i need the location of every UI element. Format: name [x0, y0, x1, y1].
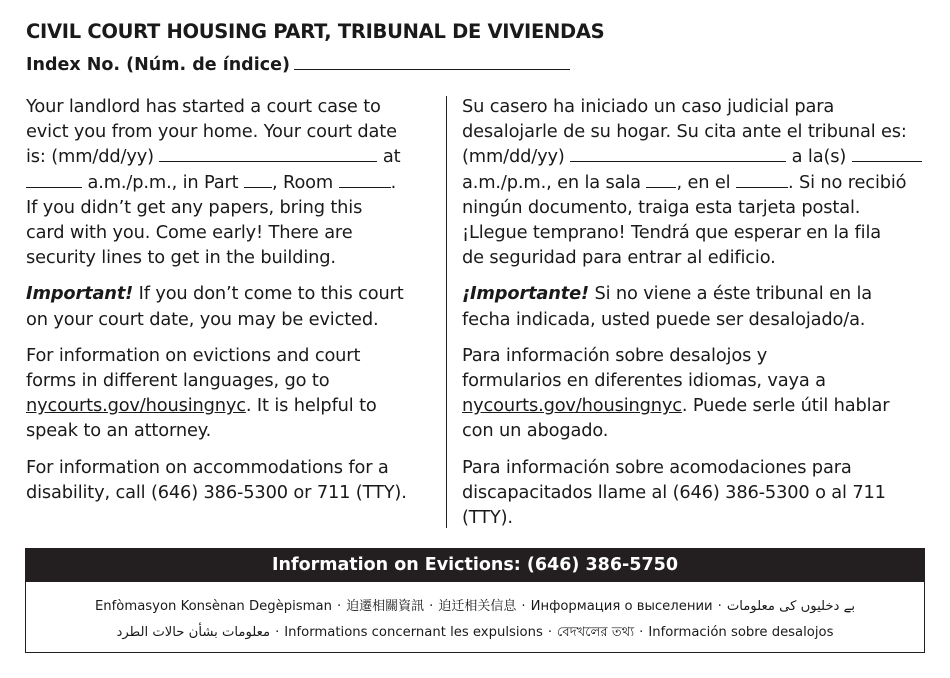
- text-line: evict you from your home. Your court date: [26, 121, 397, 143]
- text-line: For information on evictions and court: [26, 344, 361, 366]
- text-line: If you don’t come to this court: [133, 283, 404, 305]
- spanish-paragraph-court-date: [462, 94, 930, 270]
- text-line: If you didn’t get any papers, bring this: [26, 196, 363, 218]
- separator: ·: [275, 625, 280, 640]
- separator: ·: [639, 625, 644, 640]
- text-line: at: [382, 146, 401, 168]
- text-line: Para información sobre desalojos y: [462, 344, 768, 366]
- separator: ·: [429, 599, 434, 614]
- court-time-field[interactable]: [26, 171, 82, 188]
- text-line: .: [390, 171, 397, 193]
- text-line: security lines to get in the building.: [26, 247, 336, 269]
- spanish-paragraph-important: [462, 281, 930, 331]
- language-chinese-traditional: 迫遷相關資訊: [346, 599, 425, 614]
- language-spanish: Información sobre desalojos: [648, 625, 834, 640]
- important-label: ¡Importante!: [462, 283, 589, 305]
- cuarto-field[interactable]: [736, 171, 788, 188]
- spanish-paragraph-accommodations: [462, 455, 930, 531]
- separator: ·: [717, 599, 722, 614]
- text-line: , Room: [272, 171, 334, 193]
- text-line: Si no viene a éste tribunal en la: [589, 283, 873, 305]
- text-line: (TTY).: [462, 507, 513, 529]
- language-translations-box: [25, 582, 925, 653]
- separator: ·: [547, 625, 553, 640]
- language-line-2: [26, 622, 924, 644]
- fecha-field[interactable]: [570, 145, 786, 162]
- spanish-paragraph-languages: [462, 343, 930, 444]
- housingnyc-link[interactable]: nycourts.gov/housingnyc: [462, 395, 682, 417]
- index-number-field[interactable]: [294, 52, 570, 70]
- text-line: , en el: [676, 171, 731, 193]
- text-line: disability, call (646) 386-5300 or 711 (TTY).: [26, 481, 407, 503]
- text-line: forms in different languages, go to: [26, 370, 330, 392]
- english-paragraph-court-date: [26, 94, 438, 270]
- separator: ·: [521, 599, 526, 614]
- text-line: a.m./p.m., en la sala: [462, 171, 641, 193]
- text-line: a.m./p.m., in Part: [87, 171, 239, 193]
- text-line: desalojarle de su hogar. Su cita ante el tribunal es:: [462, 121, 907, 143]
- sala-field[interactable]: [646, 171, 676, 188]
- text-line: card with you. Come early! There are: [26, 222, 353, 244]
- hora-field[interactable]: [852, 145, 922, 162]
- language-chinese-simplified: 迫迁相关信息: [438, 599, 517, 614]
- text-line: For information on accommodations for a: [26, 456, 389, 478]
- language-french: Informations concernant les expulsions: [284, 625, 543, 640]
- text-line: ningún documento, traiga esta tarjeta postal.: [462, 196, 861, 218]
- language-urdu: بے دخلیوں کی معلومات: [726, 599, 856, 614]
- text-line: fecha indicada, usted puede ser desalojado/a.: [462, 308, 866, 330]
- english-paragraph-languages: [26, 343, 438, 444]
- text-line: a la(s): [791, 146, 847, 168]
- english-column: [26, 94, 438, 516]
- text-line: con un abogado.: [462, 420, 609, 442]
- text-line: de seguridad para entrar al edificio.: [462, 247, 776, 269]
- separator: ·: [336, 599, 342, 614]
- evictions-info-banner: Information on Evictions: (646) 386-5750: [25, 548, 925, 582]
- english-paragraph-accommodations: [26, 455, 438, 505]
- court-date-field[interactable]: [159, 145, 377, 162]
- index-number-row: [26, 52, 570, 75]
- text-line: Para información sobre acomodaciones para: [462, 456, 852, 478]
- language-arabic: معلومات بشأن حالات الطرد: [116, 625, 271, 640]
- text-line: ¡Llegue temprano! Tendrá que esperar en la fila: [462, 222, 881, 244]
- text-line: Su casero ha iniciado un caso judicial para: [462, 96, 835, 117]
- english-paragraph-important: [26, 281, 438, 331]
- important-label: Important!: [26, 283, 134, 305]
- form-title: CIVIL COURT HOUSING PART, TRIBUNAL DE VIVIENDAS: [26, 20, 605, 43]
- text-line: . Si no recibió: [787, 171, 907, 193]
- text-line: speak to an attorney.: [26, 420, 212, 442]
- language-line-1: [26, 595, 924, 614]
- text-line: . Puede serle útil hablar: [681, 395, 890, 417]
- column-divider: [446, 96, 447, 528]
- spanish-column: [462, 94, 930, 541]
- text-line: formularios en diferentes idiomas, vaya a: [462, 370, 826, 392]
- language-russian: Информация о выселении: [530, 599, 713, 614]
- housingnyc-link[interactable]: nycourts.gov/housingnyc: [26, 395, 246, 417]
- text-line: Your landlord has started a court case to: [26, 96, 381, 117]
- index-number-label: Index No. (Núm. de índice): [26, 55, 290, 75]
- room-field[interactable]: [339, 171, 391, 188]
- language-haitian-creole: Enfòmasyon Konsènan Degèpisman: [94, 599, 332, 614]
- text-line: on your court date, you may be evicted.: [26, 308, 379, 330]
- part-field[interactable]: [244, 171, 272, 188]
- text-line: (mm/dd/yy): [462, 146, 565, 168]
- text-line: discapacitados llame al (646) 386-5300 o al 711: [462, 481, 886, 503]
- language-bengali: বেদখলের তথ্য: [557, 625, 635, 640]
- text-line: . It is helpful to: [245, 395, 377, 417]
- text-line: is: (mm/dd/yy): [26, 146, 154, 168]
